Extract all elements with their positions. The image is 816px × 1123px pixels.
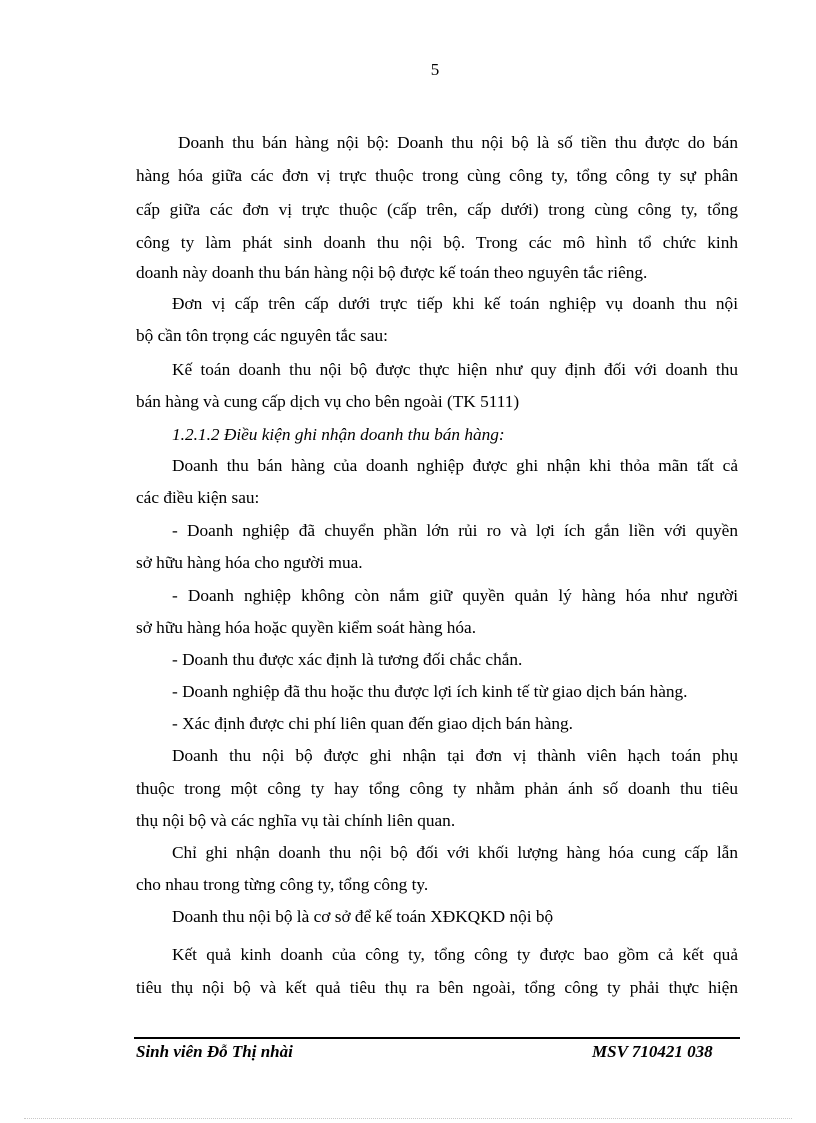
text-line: Chỉ ghi nhận doanh thu nội bộ đối với khối lượng hàng hóa cung cấp lẫn [172,843,738,862]
text-line: hàng hóa giữa các đơn vị trực thuộc trong cùng công ty, tổng công ty sự phân [136,166,738,185]
text-line: Kết quả kinh doanh của công ty, tổng công ty được bao gồm cả kết quả [172,945,738,964]
text-line: bộ cần tôn trọng các nguyên tắc sau: [136,326,388,345]
text-line: bán hàng và cung cấp dịch vụ cho bên ngoài (TK 5111) [136,392,520,411]
text-line: Kế toán doanh thu nội bộ được thực hiện như quy định đối với doanh thu [172,360,738,379]
footer-divider [134,1037,740,1039]
text-line: cấp giữa các đơn vị trực thuộc (cấp trên, cấp dưới) trong cùng công ty, tổng [136,200,738,219]
text-line: Doanh thu nội bộ được ghi nhận tại đơn vị thành viên hạch toán phụ [172,746,738,765]
text-line: công ty làm phát sinh doanh thu nội bộ. Trong các mô hình tổ chức kinh [136,233,738,252]
text-line: Doanh thu bán hàng nội bộ: Doanh thu nội bộ là số tiền thu được do bán [178,133,738,152]
text-line: Doanh thu bán hàng của doanh nghiệp được ghi nhận khi thỏa mãn tất cả [172,456,738,475]
page-edge-divider [24,1118,792,1119]
bullet-line: - Doanh nghiệp đã chuyển phần lớn rủi ro và lợi ích gắn liền với quyền [172,521,738,540]
text-line: doanh này doanh thu bán hàng nội bộ được kế toán theo nguyên tắc riêng. [136,263,648,282]
page-number: 5 [430,60,440,79]
text-line: thuộc trong một công ty hay tổng công ty nhằm phản ánh số doanh thu tiêu [136,779,738,798]
text-line: tiêu thụ nội bộ và kết quả tiêu thụ ra bên ngoài, tổng công ty phải thực hiện [136,978,738,997]
text-line: thụ nội bộ và các nghĩa vụ tài chính liên quan. [136,811,456,830]
section-heading: 1.2.1.2 Điều kiện ghi nhận doanh thu bán hàng: [172,425,505,444]
footer-student-id: MSV 710421 038 [592,1042,713,1061]
text-line: sở hữu hàng hóa cho người mua. [136,553,363,572]
bullet-line: - Doanh thu được xác định là tương đối chắc chắn. [172,650,523,669]
bullet-line: - Xác định được chi phí liên quan đến giao dịch bán hàng. [172,714,573,733]
text-line: sở hữu hàng hóa hoặc quyền kiểm soát hàng hóa. [136,618,477,637]
text-line: Doanh thu nội bộ là cơ sở để kế toán XĐKQKD nội bộ [172,907,554,926]
bullet-line: - Doanh nghiệp không còn nắm giữ quyền quản lý hàng hóa như người [172,586,738,605]
text-line: cho nhau trong từng công ty, tổng công ty. [136,875,429,894]
footer-student-name: Sinh viên Đỗ Thị nhài [136,1042,293,1061]
bullet-line: - Doanh nghiệp đã thu hoặc thu được lợi ích kinh tế từ giao dịch bán hàng. [172,682,688,701]
text-line: Đơn vị cấp trên cấp dưới trực tiếp khi kế toán nghiệp vụ doanh thu nội [172,294,738,313]
text-line: các điều kiện sau: [136,488,260,507]
